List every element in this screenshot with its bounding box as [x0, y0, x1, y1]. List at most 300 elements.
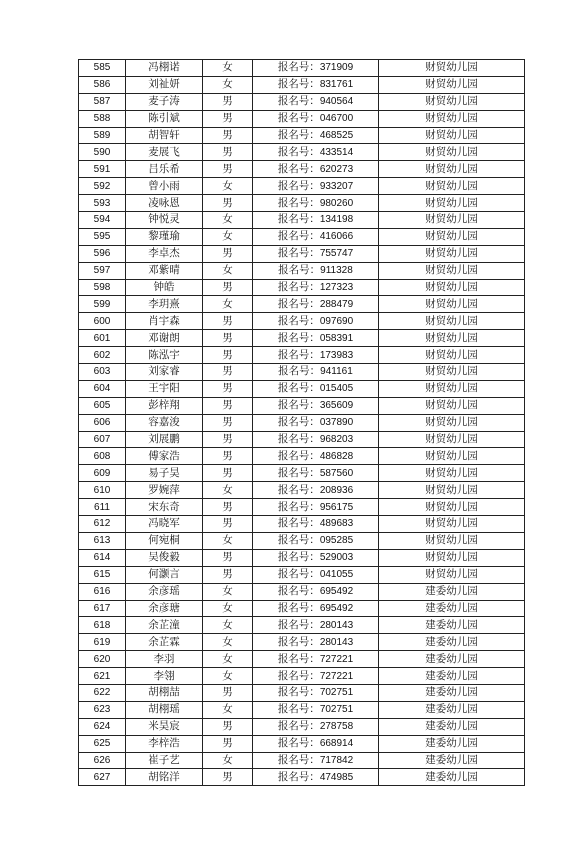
row-number: 605 — [79, 397, 126, 414]
row-number: 625 — [79, 735, 126, 752]
row-number: 617 — [79, 600, 126, 617]
row-number: 597 — [79, 262, 126, 279]
registration-label: 报名号： — [277, 551, 320, 564]
registration-value: 755747 — [319, 248, 354, 260]
registration-label: 报名号： — [277, 129, 320, 141]
registration-value: 474985 — [319, 771, 354, 783]
registration-value: 587560 — [319, 467, 354, 479]
registration-number — [253, 516, 379, 533]
student-name: 易子昊 — [126, 465, 203, 482]
row-number: 612 — [79, 516, 126, 533]
table-row — [79, 752, 525, 769]
registration-label: 报名号： — [277, 179, 320, 192]
registration-number — [253, 549, 379, 566]
registration-number — [253, 600, 379, 617]
registration-number — [253, 178, 379, 195]
student-gender: 男 — [203, 431, 253, 448]
student-gender: 男 — [203, 448, 253, 465]
kindergarten-name: 财贸幼儿园 — [379, 364, 525, 381]
table-row — [79, 76, 525, 93]
kindergarten-name: 财贸幼儿园 — [379, 414, 525, 431]
student-name: 胡智轩 — [126, 127, 203, 144]
kindergarten-name: 财贸幼儿园 — [379, 347, 525, 364]
registration-value: 371909 — [319, 62, 354, 74]
row-number: 618 — [79, 617, 126, 634]
table-row — [79, 668, 525, 685]
registration-value: 280143 — [319, 636, 354, 648]
registration-label: 报名号： — [277, 466, 320, 479]
registration-number — [253, 701, 379, 718]
table-row — [79, 701, 525, 718]
student-gender: 男 — [203, 769, 253, 786]
registration-label: 报名号： — [277, 314, 320, 327]
registration-value: 695492 — [319, 602, 354, 614]
kindergarten-name: 建委幼儿园 — [379, 752, 525, 769]
registration-label: 报名号： — [277, 534, 320, 547]
student-gender: 男 — [203, 279, 253, 296]
student-gender: 男 — [203, 718, 253, 735]
registration-label: 报名号： — [277, 297, 320, 310]
registration-label: 报名号： — [277, 399, 320, 412]
student-name: 陈引斌 — [126, 110, 203, 127]
registration-label: 报名号： — [277, 753, 320, 766]
kindergarten-name: 财贸幼儿园 — [379, 144, 525, 161]
student-gender: 男 — [203, 93, 253, 110]
row-number: 615 — [79, 566, 126, 583]
table-row — [79, 482, 525, 499]
registration-label: 报名号： — [277, 281, 320, 294]
kindergarten-name: 财贸幼儿园 — [379, 178, 525, 195]
student-gender: 男 — [203, 380, 253, 397]
table-row — [79, 600, 525, 617]
student-gender: 男 — [203, 245, 253, 262]
kindergarten-name: 财贸幼儿园 — [379, 228, 525, 245]
registration-value: 127323 — [319, 282, 354, 294]
registration-number — [253, 634, 379, 651]
student-name: 吴俊毅 — [126, 549, 203, 566]
registration-value: 668914 — [319, 738, 354, 750]
kindergarten-name: 财贸幼儿园 — [379, 110, 525, 127]
registration-number — [253, 212, 379, 229]
registration-number — [253, 431, 379, 448]
registration-value: 933207 — [319, 180, 354, 192]
registration-label: 报名号： — [277, 652, 320, 665]
kindergarten-name: 建委幼儿园 — [379, 735, 525, 752]
student-name: 何灏言 — [126, 566, 203, 583]
kindergarten-name: 建委幼儿园 — [379, 617, 525, 634]
registration-value: 529003 — [319, 552, 354, 564]
student-name: 冯栩诺 — [126, 60, 203, 77]
row-number: 607 — [79, 431, 126, 448]
row-number: 585 — [79, 60, 126, 77]
registration-label: 报名号： — [277, 720, 320, 733]
registration-value: 046700 — [319, 113, 354, 125]
student-gender: 男 — [203, 465, 253, 482]
row-number: 603 — [79, 364, 126, 381]
registration-number — [253, 161, 379, 178]
row-number: 620 — [79, 651, 126, 668]
registration-label: 报名号： — [277, 483, 320, 496]
registration-number — [253, 769, 379, 786]
row-number: 606 — [79, 414, 126, 431]
table-row — [79, 465, 525, 482]
table-row — [79, 718, 525, 735]
registration-number — [253, 228, 379, 245]
student-gender: 男 — [203, 414, 253, 431]
student-name: 钟皓 — [126, 279, 203, 296]
kindergarten-name: 财贸幼儿园 — [379, 60, 525, 77]
kindergarten-name: 财贸幼儿园 — [379, 279, 525, 296]
row-number: 619 — [79, 634, 126, 651]
table-row — [79, 364, 525, 381]
registration-number — [253, 668, 379, 685]
table-row — [79, 195, 525, 212]
student-gender: 男 — [203, 499, 253, 516]
table-row — [79, 431, 525, 448]
kindergarten-name: 财贸幼儿园 — [379, 212, 525, 229]
registration-label: 报名号： — [277, 669, 320, 682]
student-gender: 女 — [203, 60, 253, 77]
registration-label: 报名号： — [277, 112, 320, 125]
registration-value: 097690 — [319, 315, 354, 327]
student-name: 崔子艺 — [126, 752, 203, 769]
registration-label: 报名号： — [277, 737, 320, 750]
registration-number — [253, 397, 379, 414]
kindergarten-name: 财贸幼儿园 — [379, 448, 525, 465]
registration-label: 报名号： — [277, 686, 320, 699]
registration-number — [253, 195, 379, 212]
kindergarten-name: 财贸幼儿园 — [379, 549, 525, 566]
table-row — [79, 634, 525, 651]
kindergarten-name: 建委幼儿园 — [379, 651, 525, 668]
row-number: 622 — [79, 684, 126, 701]
registration-label: 报名号： — [277, 770, 320, 783]
kindergarten-name: 财贸幼儿园 — [379, 566, 525, 583]
registration-value: 416066 — [319, 231, 354, 243]
registration-value: 015405 — [319, 383, 354, 395]
student-name: 何宛桐 — [126, 532, 203, 549]
student-name: 曾小雨 — [126, 178, 203, 195]
table-row — [79, 127, 525, 144]
row-number: 591 — [79, 161, 126, 178]
registration-value: 968203 — [319, 434, 354, 446]
row-number: 601 — [79, 330, 126, 347]
registration-number — [253, 313, 379, 330]
table-row — [79, 161, 525, 178]
registration-value: 620273 — [319, 163, 354, 175]
student-name: 李玥熹 — [126, 296, 203, 313]
registration-number — [253, 617, 379, 634]
student-name: 刘祉妍 — [126, 76, 203, 93]
table-row — [79, 279, 525, 296]
student-gender: 男 — [203, 516, 253, 533]
kindergarten-name: 建委幼儿园 — [379, 600, 525, 617]
registration-value: 911328 — [320, 265, 353, 277]
enrollment-table-body — [79, 60, 525, 786]
registration-number — [253, 448, 379, 465]
student-name: 麦展飞 — [126, 144, 203, 161]
registration-number — [253, 330, 379, 347]
student-gender: 男 — [203, 313, 253, 330]
registration-number — [253, 735, 379, 752]
student-name: 余芷潼 — [126, 617, 203, 634]
student-name: 黎瑾瑜 — [126, 228, 203, 245]
student-gender: 女 — [203, 178, 253, 195]
table-row — [79, 296, 525, 313]
registration-value: 486828 — [319, 450, 354, 462]
kindergarten-name: 财贸幼儿园 — [379, 431, 525, 448]
student-gender: 女 — [203, 668, 253, 685]
registration-label: 报名号： — [277, 61, 320, 74]
kindergarten-name: 建委幼儿园 — [379, 769, 525, 786]
registration-number — [253, 76, 379, 93]
student-name: 胡铭洋 — [126, 769, 203, 786]
registration-number — [253, 482, 379, 499]
student-gender: 男 — [203, 127, 253, 144]
kindergarten-name: 财贸幼儿园 — [379, 296, 525, 313]
registration-number — [253, 93, 379, 110]
table-row — [79, 212, 525, 229]
registration-label: 报名号： — [277, 416, 320, 429]
registration-value: 365609 — [319, 400, 354, 412]
table-row — [79, 60, 525, 77]
student-gender: 男 — [203, 735, 253, 752]
table-row — [79, 499, 525, 516]
student-name: 邓紫晴 — [126, 262, 203, 279]
registration-value: 208936 — [319, 484, 354, 496]
row-number: 586 — [79, 76, 126, 93]
table-row — [79, 178, 525, 195]
student-gender: 男 — [203, 144, 253, 161]
row-number: 590 — [79, 144, 126, 161]
registration-value: 280143 — [319, 619, 354, 631]
student-gender: 男 — [203, 684, 253, 701]
registration-value: 702751 — [319, 704, 354, 716]
table-row — [79, 583, 525, 600]
registration-number — [253, 752, 379, 769]
registration-number — [253, 380, 379, 397]
student-name: 李卓杰 — [126, 245, 203, 262]
row-number: 627 — [79, 769, 126, 786]
row-number: 609 — [79, 465, 126, 482]
registration-value: 278758 — [319, 721, 354, 733]
student-gender: 女 — [203, 482, 253, 499]
student-gender: 女 — [203, 600, 253, 617]
registration-value: 956175 — [319, 501, 354, 513]
student-name: 冯晓军 — [126, 516, 203, 533]
table-row — [79, 110, 525, 127]
row-number: 594 — [79, 212, 126, 229]
student-name: 余彦瑶 — [126, 583, 203, 600]
student-gender: 男 — [203, 364, 253, 381]
kindergarten-name: 财贸幼儿园 — [379, 195, 525, 212]
table-row — [79, 93, 525, 110]
registration-label: 报名号： — [277, 230, 320, 243]
kindergarten-name: 建委幼儿园 — [379, 583, 525, 600]
row-number: 610 — [79, 482, 126, 499]
student-gender: 女 — [203, 701, 253, 718]
registration-value: 288479 — [319, 298, 354, 310]
table-row — [79, 414, 525, 431]
registration-label: 报名号： — [277, 585, 320, 598]
registration-number — [253, 262, 379, 279]
kindergarten-name: 财贸幼儿园 — [379, 127, 525, 144]
student-name: 李羽 — [126, 651, 203, 668]
registration-number — [253, 364, 379, 381]
student-name: 李翎 — [126, 668, 203, 685]
registration-value: 727221 — [319, 670, 354, 682]
registration-number — [253, 127, 379, 144]
registration-number — [253, 651, 379, 668]
kindergarten-name: 建委幼儿园 — [379, 634, 525, 651]
student-gender: 女 — [203, 296, 253, 313]
row-number: 600 — [79, 313, 126, 330]
row-number: 624 — [79, 718, 126, 735]
kindergarten-name: 财贸幼儿园 — [379, 262, 525, 279]
kindergarten-name: 财贸幼儿园 — [379, 397, 525, 414]
student-name: 余芷霖 — [126, 634, 203, 651]
registration-value: 717842 — [319, 754, 354, 766]
table-row — [79, 735, 525, 752]
student-name: 米昊宸 — [126, 718, 203, 735]
student-gender: 男 — [203, 330, 253, 347]
row-number: 602 — [79, 347, 126, 364]
registration-label: 报名号： — [277, 568, 320, 581]
student-name: 钟悦灵 — [126, 212, 203, 229]
student-name: 罗婉萍 — [126, 482, 203, 499]
row-number: 623 — [79, 701, 126, 718]
registration-label: 报名号： — [277, 348, 320, 361]
student-name: 王宇阳 — [126, 380, 203, 397]
row-number: 592 — [79, 178, 126, 195]
student-name: 凌咏恩 — [126, 195, 203, 212]
row-number: 613 — [79, 532, 126, 549]
kindergarten-name: 建委幼儿园 — [379, 718, 525, 735]
registration-value: 980260 — [319, 197, 354, 209]
registration-label: 报名号： — [277, 618, 320, 631]
table-row — [79, 397, 525, 414]
kindergarten-name: 财贸幼儿园 — [379, 465, 525, 482]
registration-value: 468525 — [319, 130, 354, 141]
registration-value: 095285 — [319, 535, 354, 547]
kindergarten-name: 财贸幼儿园 — [379, 245, 525, 262]
student-name: 傅家浩 — [126, 448, 203, 465]
table-row — [79, 330, 525, 347]
registration-label: 报名号： — [277, 433, 320, 446]
row-number: 595 — [79, 228, 126, 245]
registration-number — [253, 414, 379, 431]
registration-label: 报名号： — [277, 517, 320, 530]
registration-number — [253, 718, 379, 735]
registration-number — [253, 347, 379, 364]
table-row — [79, 380, 525, 397]
table-row — [79, 228, 525, 245]
row-number: 626 — [79, 752, 126, 769]
table-row — [79, 566, 525, 583]
registration-label: 报名号： — [277, 196, 320, 209]
registration-label: 报名号： — [278, 264, 321, 277]
kindergarten-name: 财贸幼儿园 — [379, 499, 525, 516]
registration-label: 报名号： — [278, 365, 321, 378]
row-number: 611 — [79, 499, 126, 516]
table-row — [79, 651, 525, 668]
registration-value: 041055 — [319, 569, 354, 581]
registration-label: 报名号： — [277, 601, 320, 614]
student-gender: 女 — [203, 262, 253, 279]
table-row — [79, 684, 525, 701]
registration-label: 报名号： — [277, 382, 320, 395]
enrollment-table — [78, 59, 525, 786]
registration-label: 报名号： — [277, 78, 320, 91]
student-name: 胡栩喆 — [126, 684, 203, 701]
row-number: 599 — [79, 296, 126, 313]
registration-number — [253, 465, 379, 482]
row-number: 616 — [79, 583, 126, 600]
table-row — [79, 448, 525, 465]
student-gender: 男 — [203, 195, 253, 212]
table-row — [79, 144, 525, 161]
kindergarten-name: 财贸幼儿园 — [379, 380, 525, 397]
table-row — [79, 347, 525, 364]
student-gender: 女 — [203, 532, 253, 549]
registration-value: 134198 — [319, 214, 354, 226]
kindergarten-name: 财贸幼儿园 — [379, 516, 525, 533]
kindergarten-name: 财贸幼儿园 — [379, 532, 525, 549]
row-number: 604 — [79, 380, 126, 397]
registration-number — [253, 532, 379, 549]
row-number: 593 — [79, 195, 126, 212]
student-name: 吕乐希 — [126, 161, 203, 178]
student-name: 麦子涛 — [126, 93, 203, 110]
registration-number — [253, 279, 379, 296]
student-gender: 男 — [203, 397, 253, 414]
registration-value: 941161 — [320, 366, 353, 378]
registration-number — [253, 583, 379, 600]
student-gender: 女 — [203, 228, 253, 245]
kindergarten-name: 财贸幼儿园 — [379, 161, 525, 178]
table-row — [79, 549, 525, 566]
student-name: 彭梓翔 — [126, 397, 203, 414]
student-name: 容嘉浚 — [126, 414, 203, 431]
registration-value: 702751 — [319, 687, 354, 699]
student-gender: 男 — [203, 347, 253, 364]
registration-label: 报名号： — [277, 213, 320, 226]
student-name: 李梓浩 — [126, 735, 203, 752]
student-name: 刘展鹏 — [126, 431, 203, 448]
registration-value: 433514 — [319, 146, 354, 158]
kindergarten-name: 建委幼儿园 — [379, 668, 525, 685]
student-gender: 女 — [203, 617, 253, 634]
student-name: 陈泓宇 — [126, 347, 203, 364]
table-row — [79, 262, 525, 279]
row-number: 621 — [79, 668, 126, 685]
table-row — [79, 245, 525, 262]
row-number: 587 — [79, 93, 126, 110]
kindergarten-name: 建委幼儿园 — [379, 701, 525, 718]
kindergarten-name: 财贸幼儿园 — [379, 330, 525, 347]
registration-number — [253, 684, 379, 701]
table-row — [79, 516, 525, 533]
student-name: 胡栩瑶 — [126, 701, 203, 718]
student-name: 刘家睿 — [126, 364, 203, 381]
row-number: 588 — [79, 110, 126, 127]
registration-value: 831761 — [319, 79, 354, 91]
registration-label: 报名号： — [277, 449, 320, 462]
kindergarten-name: 财贸幼儿园 — [379, 482, 525, 499]
registration-value: 173983 — [319, 349, 354, 361]
table-row — [79, 769, 525, 786]
row-number: 614 — [79, 549, 126, 566]
